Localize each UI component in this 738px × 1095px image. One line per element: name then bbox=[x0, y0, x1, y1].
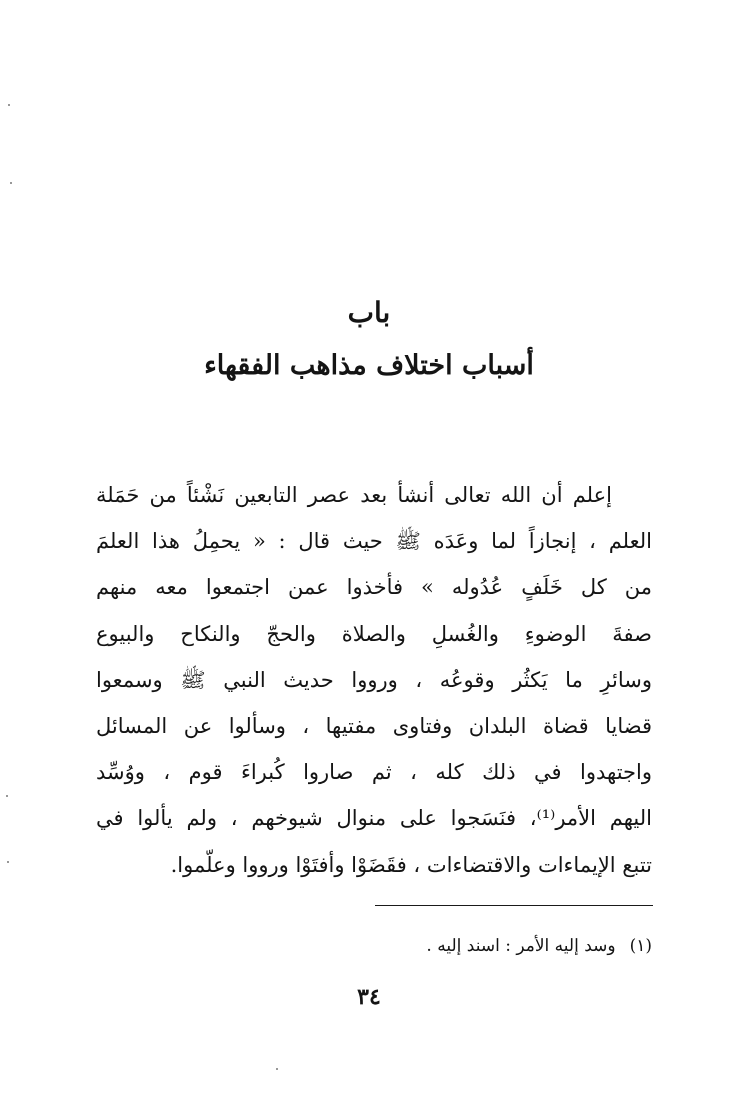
footnote-number: (١) bbox=[629, 936, 652, 956]
body-line: العلم ، إنجازاً لما وعَدَه ﷺ حيث قال : « يحمِلُ هذا العلمَ bbox=[96, 529, 652, 554]
body-line: واجتهدوا في ذلك كله ، ثم صاروا كُبراءَ قوم ، ووُسِّد bbox=[96, 760, 652, 785]
scan-speck bbox=[10, 182, 12, 184]
page-number: ٣٤ bbox=[357, 984, 381, 1010]
body-line: وسائرِ ما يَكثُر وقوعُه ، ورووا حديث النبي ﷺ وسمعوا bbox=[96, 667, 652, 692]
footnote-text: وسد إليه الأمر : اسند إليه . bbox=[426, 936, 616, 956]
scan-speck bbox=[6, 795, 8, 797]
body-line: تتبع الإيماءات والاقتضاءات ، فقَضَوْا وأفتَوْا ورووا وعلّموا. bbox=[170, 852, 652, 877]
body-line: إعلم أن الله تعالى أنشأ بعد عصر التابعين نَشْئاً من حَمَلة bbox=[96, 483, 612, 507]
footnote bbox=[300, 930, 652, 962]
body-paragraph bbox=[96, 472, 652, 888]
body-line: من كل خَلَفٍ عُدُوله » فأخذوا عمن اجتمعوا معه منهم bbox=[96, 575, 652, 600]
body-line: صفةَ الوضوءِ والغُسلِ والصلاة والحجّ والنكاح والبيوع bbox=[96, 621, 652, 646]
scan-speck bbox=[276, 1068, 278, 1070]
body-line: قضايا قضاة البلدان وفتاوى مفتيها ، وسألوا عن المسائل bbox=[96, 713, 652, 738]
body-line: اليهم الأمر⁽¹⁾، فنَسَجوا على منوال شيوخهم ، ولم يألوا في bbox=[96, 806, 652, 831]
scan-speck bbox=[8, 104, 10, 106]
chapter-title: أسباب اختلاف مذاهب الفقهاء bbox=[204, 350, 534, 381]
scan-speck bbox=[7, 861, 9, 863]
chapter-label: باب bbox=[347, 296, 391, 329]
footnote-separator bbox=[375, 905, 653, 906]
